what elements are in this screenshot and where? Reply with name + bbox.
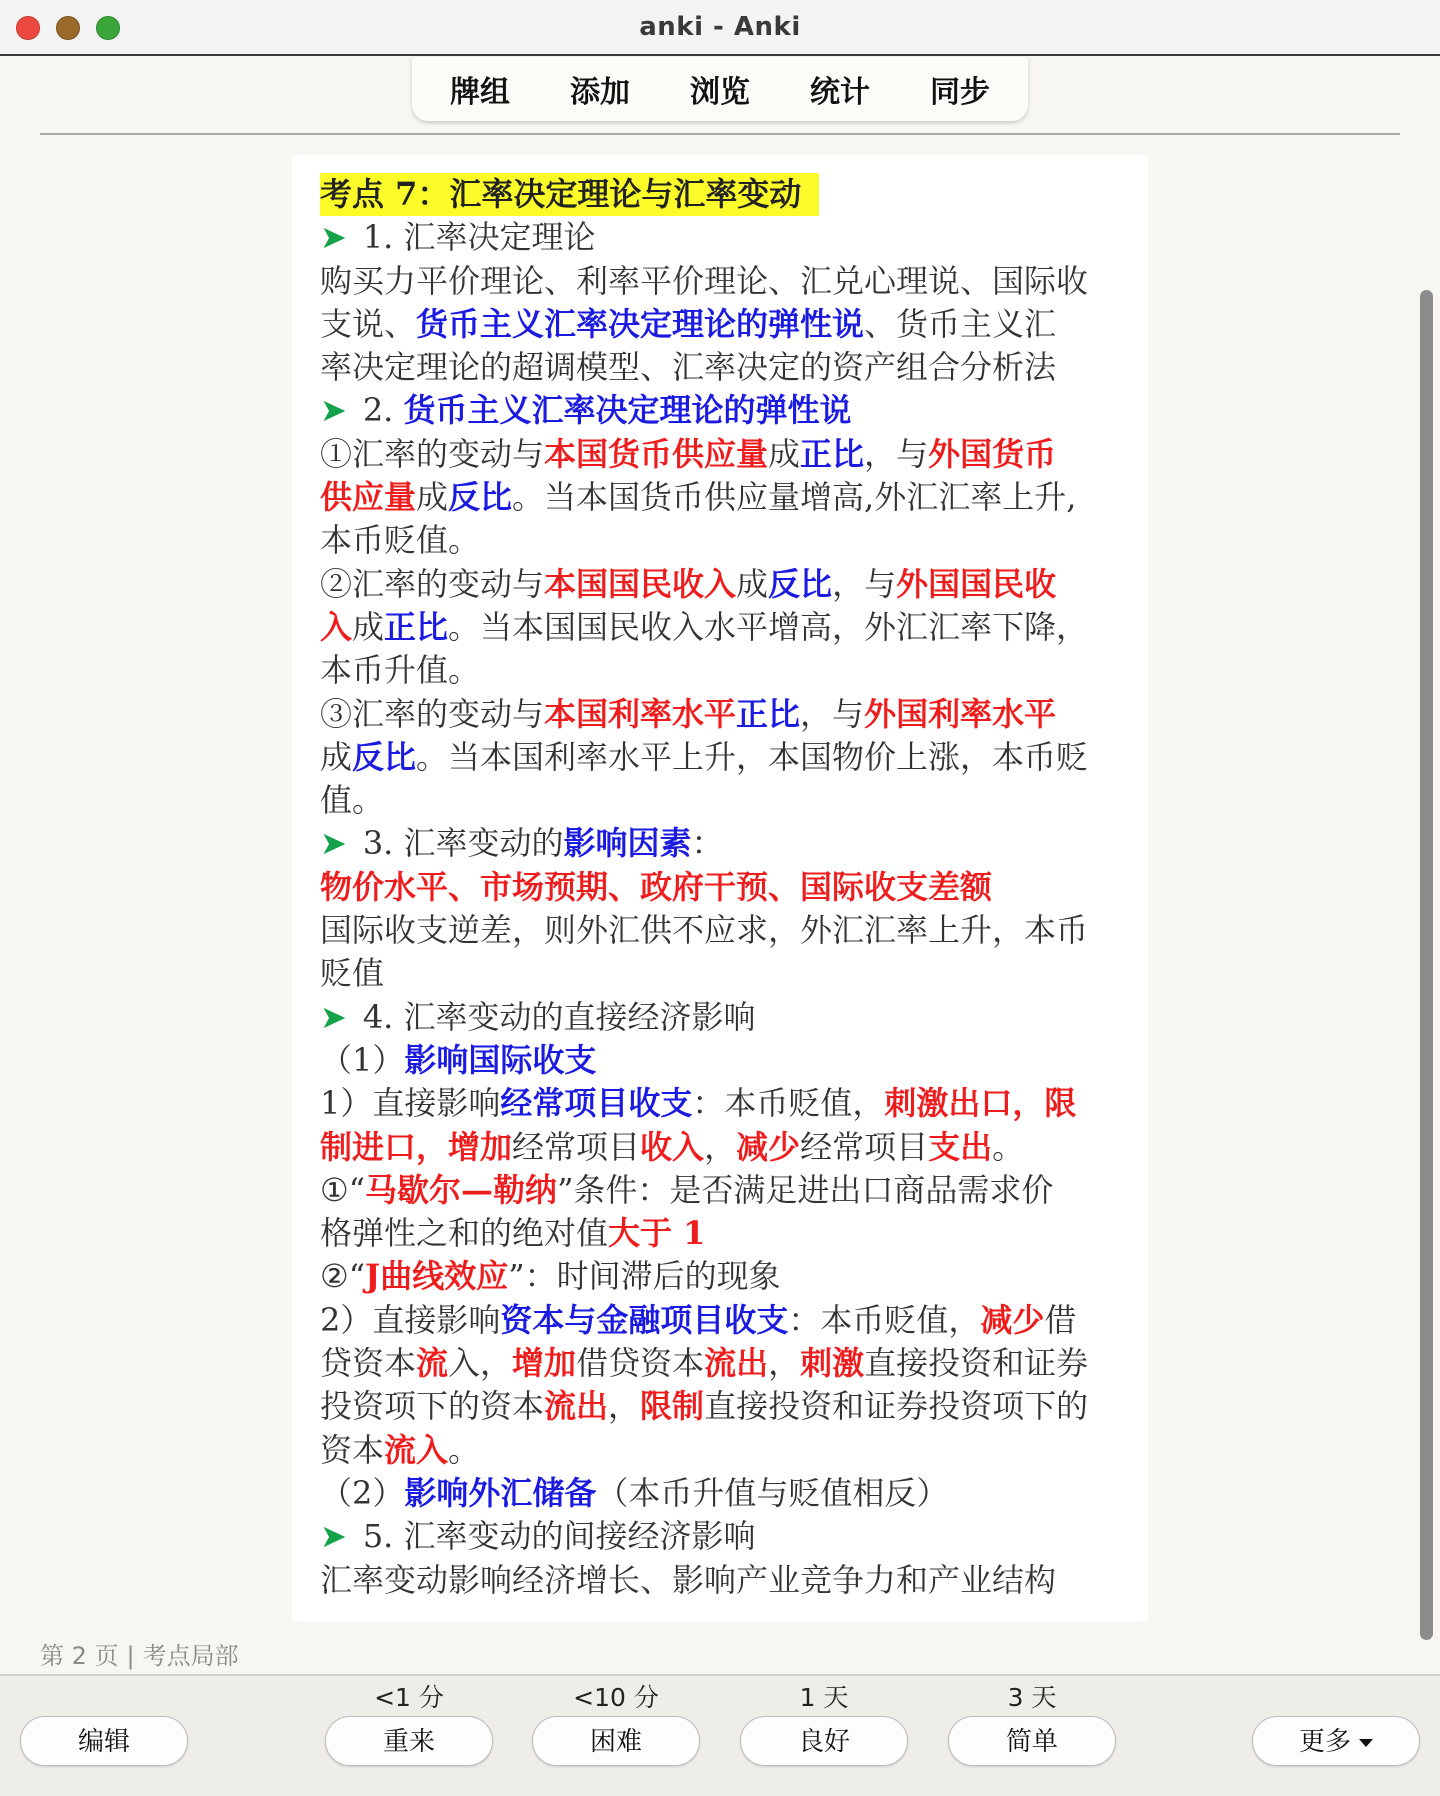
card-text-line: [320, 389, 1120, 432]
card-text-segment: 率决定理论的超调模型、汇率决定的资产组合分析法: [320, 348, 1057, 387]
card-text-segment: 反比: [768, 564, 833, 603]
card-text-segment: 外国货币: [928, 434, 1057, 473]
again-button[interactable]: 重来: [325, 1716, 493, 1766]
card-text-segment: 成: [320, 737, 353, 776]
dropdown-caret-icon: [1359, 1739, 1373, 1747]
card-text-segment: ①汇率的变动与: [320, 434, 545, 473]
card-text-segment: 3. 汇率变动的: [362, 824, 564, 863]
card-text-segment: 正比: [736, 694, 801, 733]
card-text-segment: 流出: [544, 1387, 609, 1426]
card-text-segment: 成: [352, 607, 385, 646]
answer-bar: [0, 1674, 1440, 1796]
card-text-segment: ，: [608, 1387, 641, 1426]
card-text-segment: 本国利率水平: [544, 694, 737, 733]
card-text-line: [320, 779, 1120, 822]
card-text-segment: 经常项目: [800, 1127, 929, 1166]
card-text-segment: 影响国际收支: [404, 1040, 597, 1079]
card-text-segment: （2）: [320, 1473, 405, 1512]
card-text-segment: ③汇率的变动与: [320, 694, 545, 733]
card-text-segment: 、货币主义汇: [864, 304, 1057, 343]
card-text-segment: （1）: [320, 1040, 405, 1079]
card-text-segment: 本币贬值。: [320, 521, 481, 560]
card-text-segment: 支出: [928, 1127, 993, 1166]
card-text-segment: 流入: [384, 1430, 449, 1469]
card-text-line: [320, 1429, 1120, 1472]
card-text-segment: （本币升值与贬值相反）: [596, 1473, 949, 1512]
card-text-segment: 国际收支逆差，则外汇供不应求，外汇汇率上升，本币: [320, 911, 1089, 950]
card-text-line: [320, 433, 1120, 476]
tab-stats[interactable]: 统计: [810, 75, 870, 110]
status-separator: |: [126, 1642, 135, 1670]
card-text-segment: 4. 汇率变动的直接经济影响: [362, 997, 756, 1036]
card-text-segment: 汇率变动影响经济增长、影响产业竞争力和产业结构: [320, 1560, 1057, 1599]
status-text: [40, 1636, 239, 1671]
card-text-segment: ：本币贬值，: [692, 1084, 885, 1123]
more-button[interactable]: [1252, 1716, 1420, 1766]
card-text-segment: ，与: [800, 694, 865, 733]
card-text-line: [320, 216, 1120, 259]
card-text-segment: ②“: [320, 1257, 366, 1296]
card-text-segment: 。: [448, 1430, 481, 1469]
title-bar: [0, 0, 1440, 56]
card-text-segment: 大于 1: [608, 1214, 706, 1253]
card-text-line: [320, 476, 1120, 519]
card-text-line: [320, 952, 1120, 995]
card-text-segment: 本国国民收入: [544, 564, 737, 603]
more-label: 更多: [1298, 1727, 1351, 1757]
card-text-segment: 货币主义汇率决定理论的弹性说: [403, 391, 852, 430]
card-text-segment: 正比: [800, 434, 865, 473]
card-text-segment: 外国国民收: [896, 564, 1057, 603]
card-text-segment: 2）直接影响: [320, 1300, 501, 1339]
card-text-line: [320, 1039, 1120, 1082]
card-text-segment: 货币主义汇率决定理论的弹性说: [416, 304, 865, 343]
card-text-line: [320, 1385, 1120, 1428]
card-text-line: [320, 606, 1120, 649]
card-text-segment: 外国利率水平: [864, 694, 1057, 733]
card-text-line: [320, 563, 1120, 606]
card-text-segment: 直接投资和证券: [864, 1344, 1089, 1383]
card-text-line: [320, 1212, 1120, 1255]
page-indicator: 第 2 页: [40, 1642, 119, 1670]
card-text-segment: 物价水平、市场预期、政府干预、国际收支差额: [320, 867, 993, 906]
card-text-line: [320, 1472, 1120, 1515]
card-text-segment: 直接投资和证券投资项下的: [704, 1387, 1089, 1426]
card-text-line: [320, 1342, 1120, 1385]
bullet-arrow-icon: ➤: [320, 391, 347, 430]
card-text-line: [320, 996, 1120, 1039]
card-title-line: [320, 173, 1120, 216]
card-text-segment: 投资项下的资本: [320, 1387, 545, 1426]
interval-easy: 3 天: [1007, 1683, 1057, 1712]
card-title: 考点 7：汇率决定理论与汇率变动: [320, 173, 819, 216]
card-text-line: [320, 649, 1120, 692]
card-text-segment: ：: [691, 824, 724, 863]
easy-button[interactable]: 简单: [948, 1716, 1116, 1766]
card-image: [292, 155, 1148, 1622]
card-text-segment: 值。: [320, 781, 385, 820]
card-text-line: [320, 346, 1120, 389]
card-text-segment: ①“: [320, 1170, 366, 1209]
card-text-segment: 刺激: [800, 1344, 865, 1383]
tab-decks[interactable]: 牌组: [450, 75, 510, 110]
bullet-arrow-icon: ➤: [320, 997, 347, 1036]
card-text-segment: 2.: [362, 391, 404, 430]
card-text-segment: 成: [736, 564, 769, 603]
card-text-segment: 。当本国利率水平上升，本国物价上涨，本币贬: [416, 737, 1089, 776]
card-text-segment: 1. 汇率决定理论: [362, 218, 596, 257]
card-text-segment: 成: [768, 434, 801, 473]
card-text-segment: 增加: [512, 1344, 577, 1383]
card-text-line: [320, 1169, 1120, 1212]
bullet-arrow-icon: ➤: [320, 1517, 347, 1556]
card-text-segment: 制进口，: [320, 1127, 449, 1166]
card-text-line: [320, 260, 1120, 303]
good-button[interactable]: 良好: [740, 1716, 908, 1766]
tab-add[interactable]: 添加: [570, 75, 630, 110]
card-text-line: [320, 1082, 1120, 1125]
card-text-segment: ②汇率的变动与: [320, 564, 545, 603]
deck-name: 考点局部: [142, 1642, 239, 1670]
bullet-arrow-icon: ➤: [320, 824, 347, 863]
card-text-line: [320, 736, 1120, 779]
interval-hard: <10 分: [573, 1683, 659, 1712]
card-text-segment: 流: [416, 1344, 449, 1383]
card-text-segment: ，: [704, 1127, 737, 1166]
card-text-segment: 刺激出口，限: [884, 1084, 1077, 1123]
card-text-segment: 购买力平价理论、利率平价理论、汇兑心理说、国际收: [320, 261, 1089, 300]
card-text-segment: 资本与金融项目收支: [500, 1300, 789, 1339]
card-text-segment: 借贷资本: [576, 1344, 705, 1383]
card-text-segment: 反比: [448, 478, 513, 517]
card-text-segment: 。当本国货币供应量增高,外汇汇率上升,: [512, 478, 1077, 517]
card-text-segment: 影响外汇储备: [404, 1473, 597, 1512]
card-text-segment: 减少: [736, 1127, 801, 1166]
card-text-segment: 。: [992, 1127, 1025, 1166]
card-text-line: [320, 693, 1120, 736]
card-text-segment: 影响因素: [563, 824, 692, 863]
card-text-segment: 入: [320, 607, 353, 646]
card-text-segment: 经常项目: [512, 1127, 641, 1166]
card-text-segment: ：本币贬值，: [788, 1300, 981, 1339]
card-text-segment: 资本: [320, 1430, 385, 1469]
card-text-line: [320, 519, 1120, 562]
card-text-segment: ，与: [864, 434, 929, 473]
card-text-segment: 本国货币供应量: [544, 434, 769, 473]
card-text-segment: 贷资本: [320, 1344, 417, 1383]
card-text-segment: 格弹性之和的绝对值: [320, 1214, 609, 1253]
card-text-segment: ”：时间滞后的现象: [508, 1257, 781, 1296]
card-text-segment: 减少: [980, 1300, 1045, 1339]
card-text-line: [320, 1559, 1120, 1602]
card-text-line: [320, 909, 1120, 952]
card-text-segment: 贬值: [320, 954, 385, 993]
tab-browse[interactable]: 浏览: [690, 75, 750, 110]
interval-again: <1 分: [374, 1683, 444, 1712]
card-text-segment: 1）直接影响: [320, 1084, 501, 1123]
card-content: [320, 173, 1120, 1602]
card-lines: [320, 216, 1120, 1602]
card-text-segment: 供应量: [320, 478, 417, 517]
card-text-line: [320, 1126, 1120, 1169]
card-text-segment: 反比: [352, 737, 417, 776]
card-text-segment: 入，: [448, 1344, 513, 1383]
card-text-segment: 本币升值。: [320, 651, 481, 690]
card-text-line: [320, 866, 1120, 909]
card-text-segment: 借: [1044, 1300, 1077, 1339]
card-text-segment: 5. 汇率变动的间接经济影响: [362, 1517, 756, 1556]
interval-good: 1 天: [799, 1683, 849, 1712]
card-text-segment: ，与: [832, 564, 897, 603]
card-text-segment: 收入: [640, 1127, 705, 1166]
card-text-line: [320, 1515, 1120, 1558]
card-text-segment: 。当本国国民收入水平增高，外汇汇率下降，: [448, 607, 1089, 646]
card-text-segment: 增加: [448, 1127, 513, 1166]
bullet-arrow-icon: ➤: [320, 218, 347, 257]
card-text-segment: 限制: [640, 1387, 705, 1426]
vertical-scrollbar[interactable]: [1420, 290, 1433, 1640]
card-text-line: [320, 1299, 1120, 1342]
card-text-line: [320, 1255, 1120, 1298]
card-text-segment: 正比: [384, 607, 449, 646]
window-title: anki - Anki: [639, 12, 801, 42]
card-text-segment: J曲线效应: [365, 1257, 509, 1296]
edit-button[interactable]: 编辑: [20, 1716, 188, 1766]
toolbar-divider: [40, 133, 1400, 135]
card-text-segment: ，: [768, 1344, 801, 1383]
hard-button[interactable]: 困难: [532, 1716, 700, 1766]
card-text-segment: 支说、: [320, 304, 417, 343]
card-text-line: [320, 303, 1120, 346]
main-toolbar: [412, 57, 1028, 121]
card-text-segment: 马歇尔—勒纳: [365, 1170, 558, 1209]
card-text-segment: 成: [416, 478, 449, 517]
card-text-segment: ”条件：是否满足进出口商品需求价: [557, 1170, 1054, 1209]
card-text-segment: 经常项目收支: [500, 1084, 693, 1123]
tab-sync[interactable]: 同步: [930, 75, 990, 110]
card-text-segment: 流出: [704, 1344, 769, 1383]
card-text-line: [320, 822, 1120, 865]
